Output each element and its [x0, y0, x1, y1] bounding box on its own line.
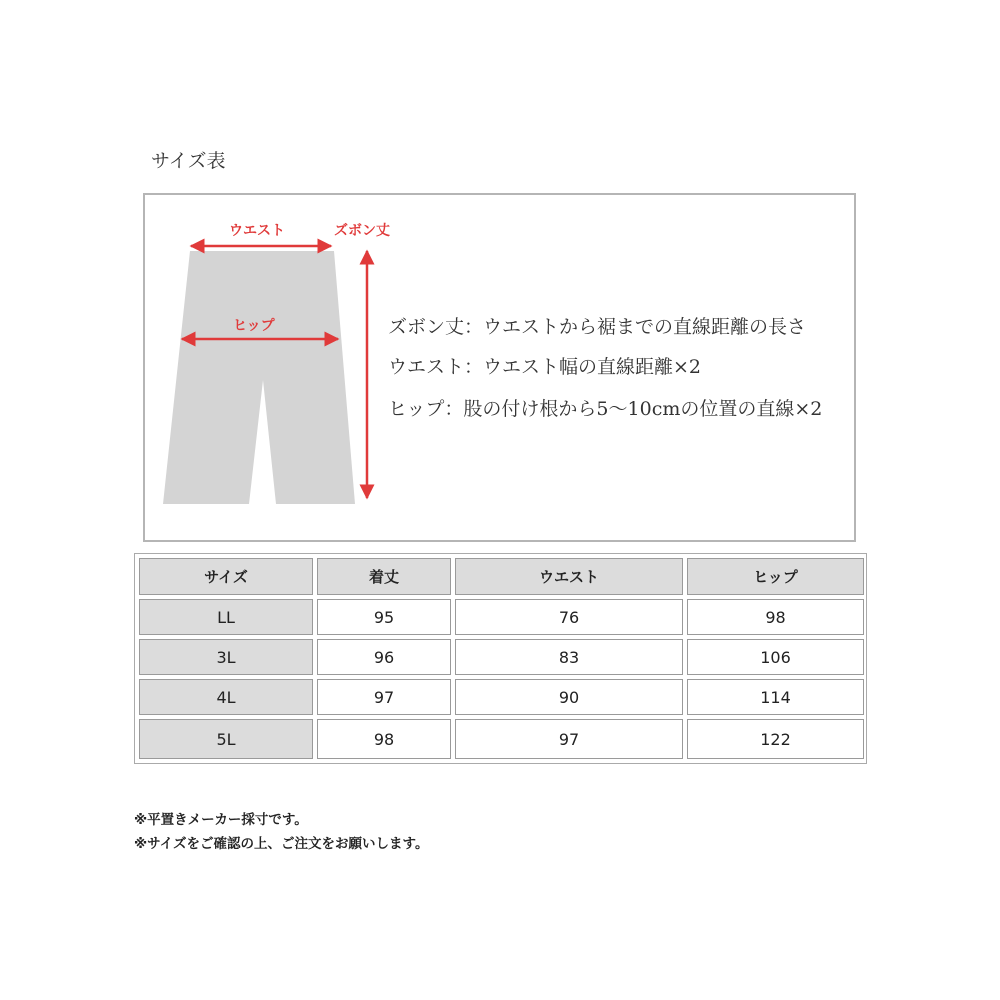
hip-label: ヒップ — [233, 318, 275, 334]
length-label: ズボン丈 — [334, 223, 390, 239]
header-size: サイズ — [139, 558, 313, 595]
table-cell: 98 — [687, 599, 864, 635]
header-hip: ヒップ — [687, 558, 864, 595]
size-table — [134, 553, 867, 764]
legend-waist: ウエスト：ウエスト幅の直線距離×2 — [388, 356, 702, 378]
table-cell: 114 — [687, 679, 864, 715]
measurement-diagram — [143, 193, 856, 542]
table-cell: 95 — [317, 599, 451, 635]
table-cell: 97 — [317, 679, 451, 715]
table-cell: 83 — [455, 639, 683, 675]
page-title: サイズ表 — [151, 150, 226, 172]
header-length: 着丈 — [317, 558, 451, 595]
row-size-4l: 4L — [139, 679, 313, 715]
note-confirm: ※サイズをご確認の上、ご注文をお願いします。 — [134, 836, 429, 852]
row-size-5l: 5L — [139, 719, 313, 759]
legend-hip: ヒップ：股の付け根から5～10cmの位置の直線×2 — [388, 398, 823, 420]
legend-length: ズボン丈：ウエストから裾までの直線距離の長さ — [388, 316, 807, 338]
row-size-3l: 3L — [139, 639, 313, 675]
row-size-ll: LL — [139, 599, 313, 635]
waist-label: ウエスト — [229, 223, 285, 239]
table-cell: 122 — [687, 719, 864, 759]
table-cell: 106 — [687, 639, 864, 675]
header-waist: ウエスト — [455, 558, 683, 595]
pants-silhouette — [163, 251, 355, 504]
table-cell: 98 — [317, 719, 451, 759]
table-cell: 90 — [455, 679, 683, 715]
table-cell: 76 — [455, 599, 683, 635]
table-cell: 97 — [455, 719, 683, 759]
note-measurement: ※平置きメーカー採寸です。 — [134, 812, 308, 828]
table-cell: 96 — [317, 639, 451, 675]
